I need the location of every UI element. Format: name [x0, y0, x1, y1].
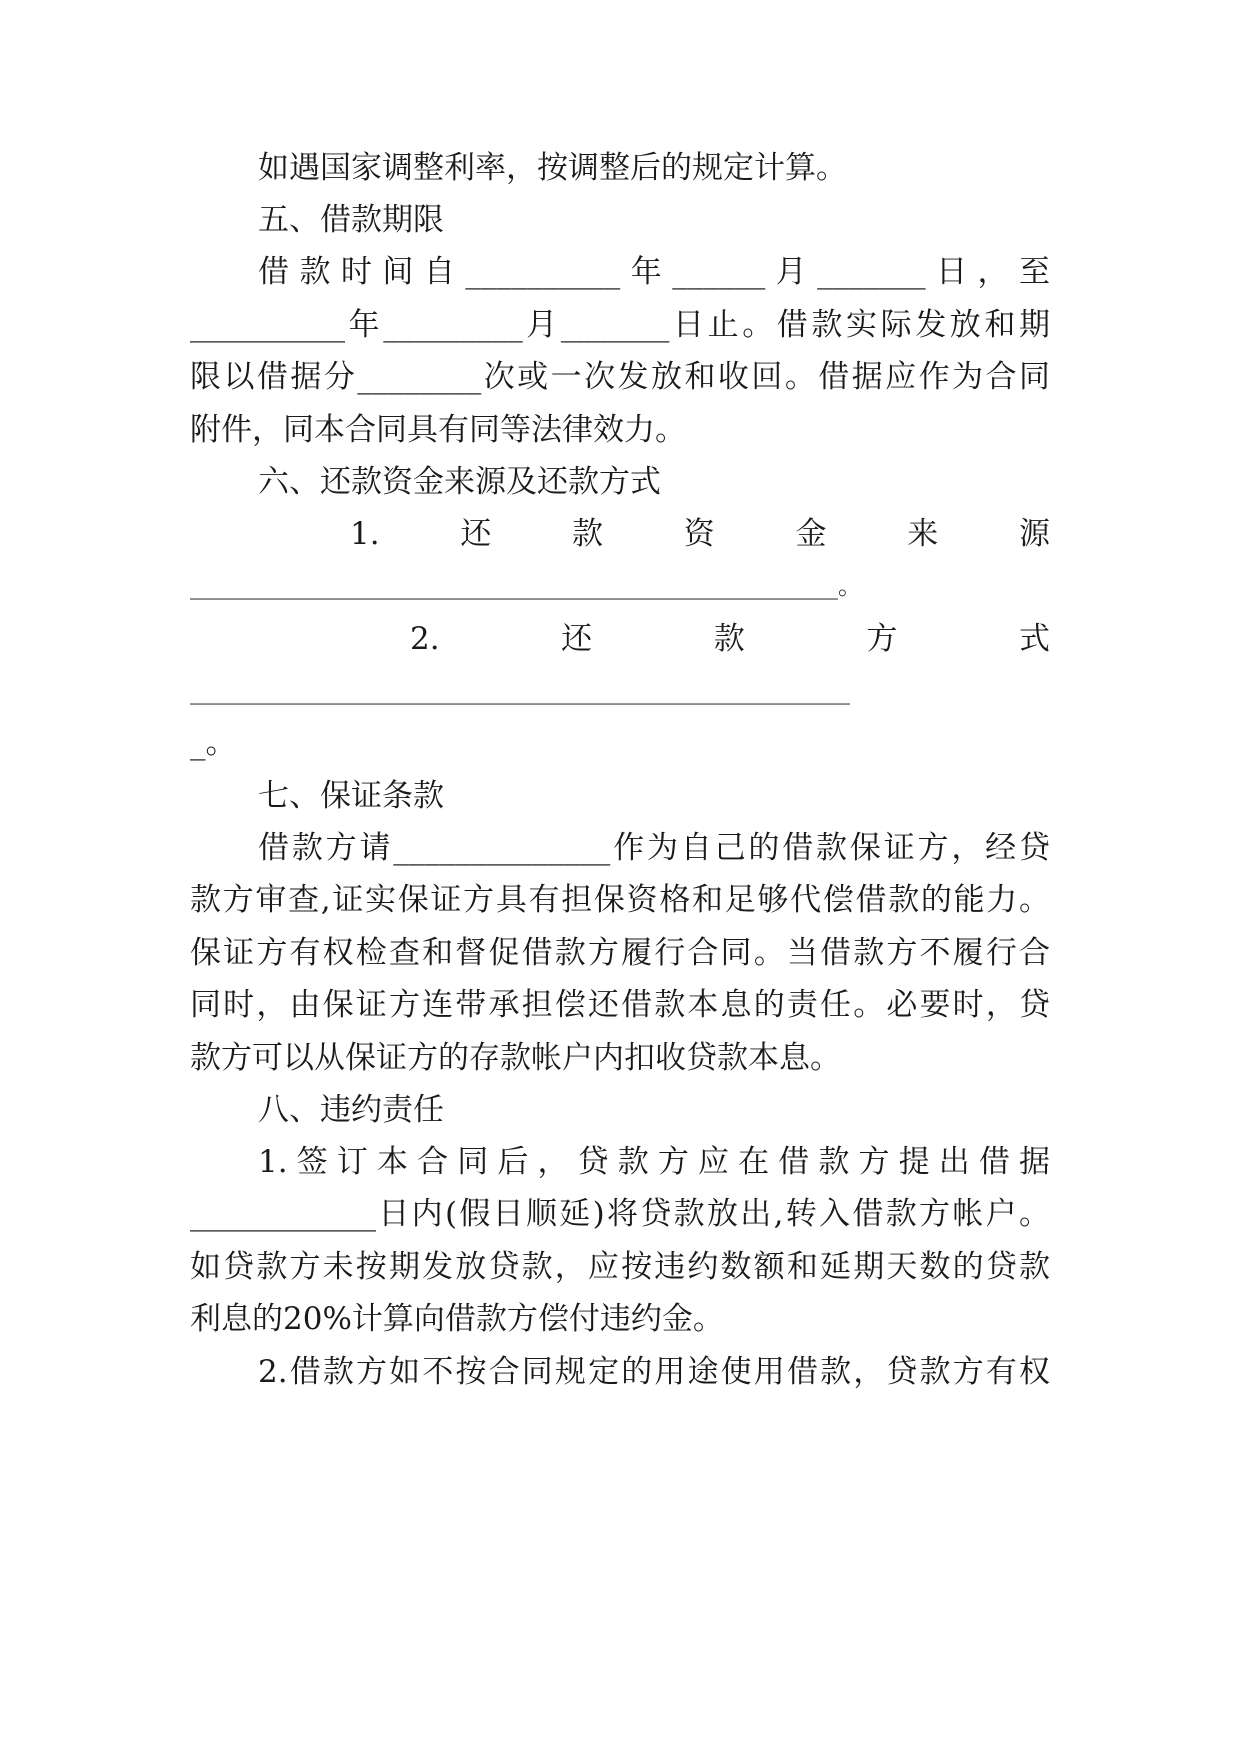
text-line-loan-period-end: __________年_________月_______日止。借款实际发放和期 [190, 307, 1050, 343]
text-line-breach-1-rate: 利息的20%计算向借款方偿付违约金。 [190, 1301, 724, 1337]
section-heading-8: 八、违约责任 [258, 1092, 444, 1128]
text-line-review: 款方审查,证实保证方具有担保资格和足够代偿借款的能力。 [190, 882, 1050, 918]
text-line-guarantor-rights: 保证方有权检查和督促借款方履行合同。当借款方不履行合 [190, 935, 1050, 971]
text-line-loan-period-start: 借款时间自__________年______月_______日，至 [258, 254, 1050, 290]
section-heading-6: 六、还款资金来源及还款方式 [258, 464, 661, 500]
text-line-repayment-method: 2. 还 款 方 式 [410, 621, 1050, 657]
text-line-interest-adjust: 如遇国家调整利率，按调整后的规定计算。 [258, 150, 847, 186]
text-line-repayment-source: 1. 还 款 资 金 来 源 [350, 516, 1050, 552]
text-line-breach-2: 2.借款方如不按合同规定的用途使用借款，贷款方有权 [258, 1354, 1050, 1390]
text-line-attachment: 附件，同本合同具有同等法律效力。 [190, 412, 686, 448]
text-line-loan-receipt: 限以借据分________次或一次发放和收回。借据应作为合同 [190, 359, 1050, 395]
section-heading-7: 七、保证条款 [258, 778, 444, 814]
text-line-breach-1-days: ____________日内(假日顺延)将贷款放出,转入借款方帐户。 [190, 1196, 1050, 1232]
text-line-guarantor: 借款方请______________作为自己的借款保证方，经贷 [258, 830, 1050, 866]
blank-line-repayment-source: ______________________________________________________。 [190, 572, 862, 600]
text-line-breach-1-penalty: 如贷款方未按期发放贷款，应按违约数额和延期天数的贷款 [190, 1249, 1050, 1285]
text-line-breach-1: 1.签订本合同后，贷款方应在借款方提出借据 [258, 1144, 1050, 1180]
blank-line-tail: _。 [190, 725, 237, 761]
text-line-joint-liability: 同时，由保证方连带承担偿还借款本息的责任。必要时，贷 [190, 987, 1050, 1023]
section-heading-5: 五、借款期限 [258, 202, 444, 238]
text-line-deduct: 款方可以从保证方的存款帐户内扣收贷款本息。 [190, 1040, 841, 1076]
blank-line-repayment-method: _______________________________________________________ [190, 677, 850, 705]
